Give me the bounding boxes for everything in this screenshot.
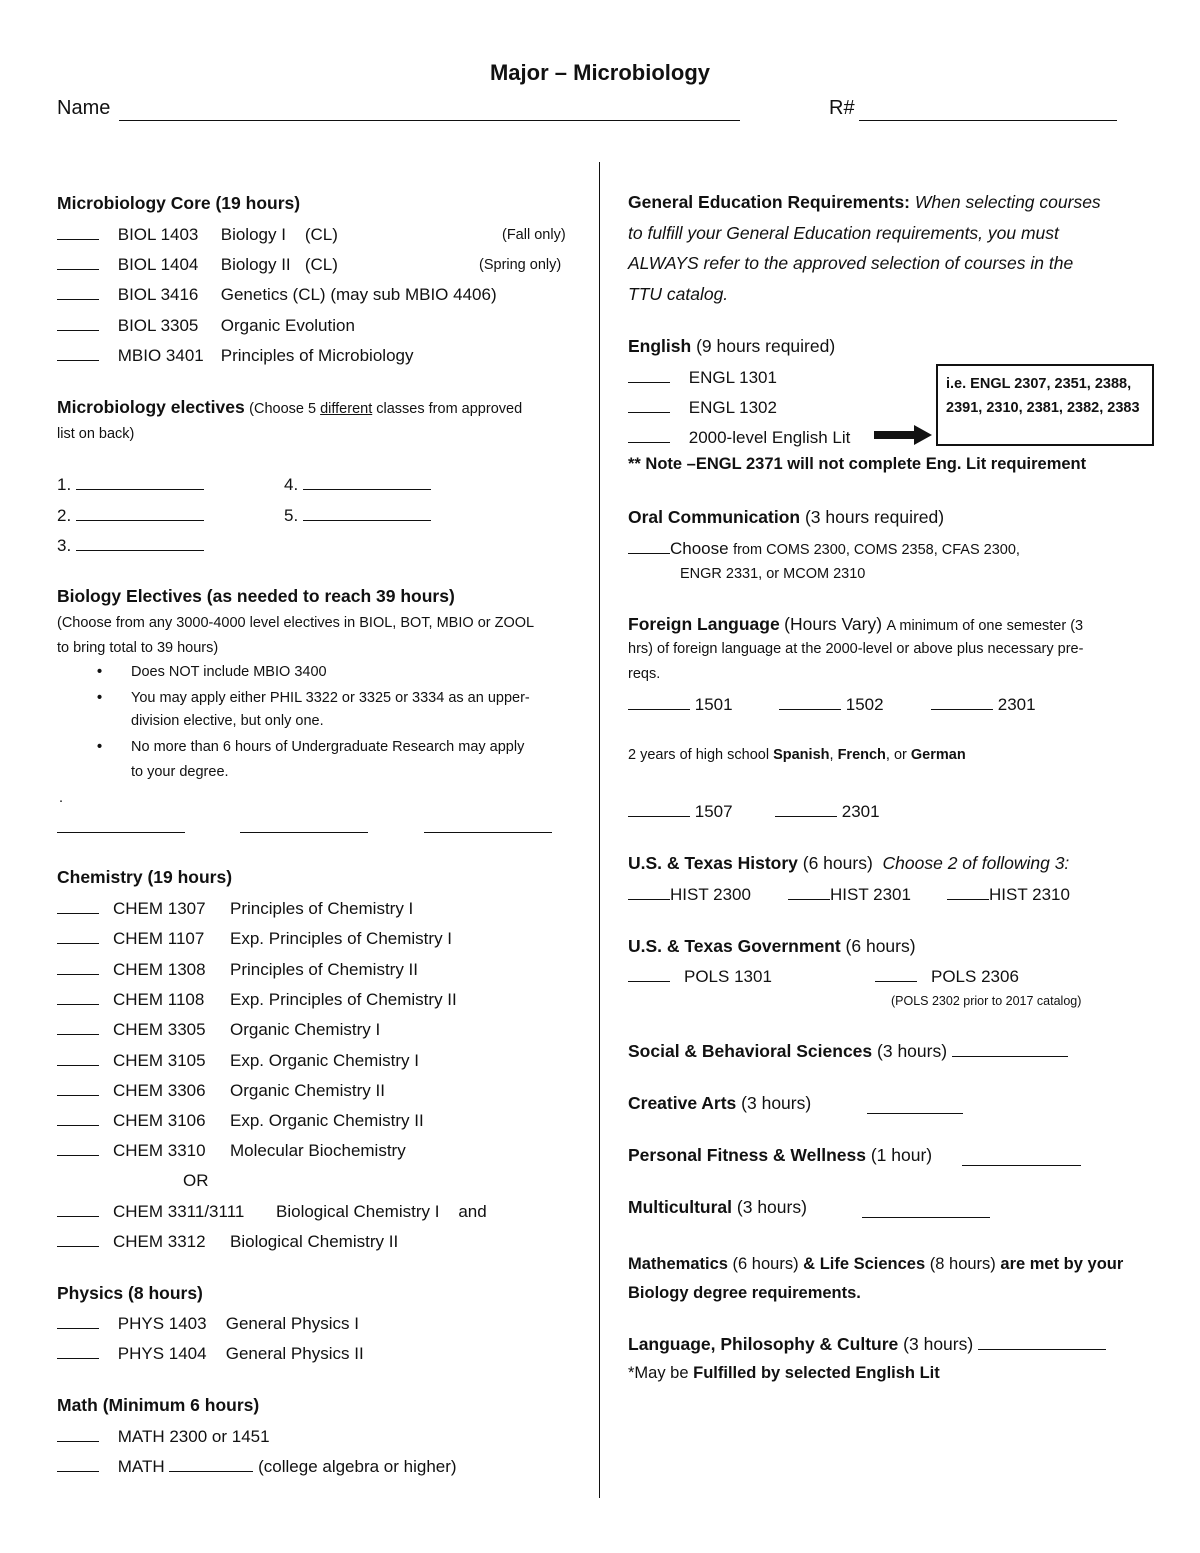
stray-mark: . xyxy=(59,790,64,806)
micro-electives-heading: Microbiology electives (Choose 5 different classes from approved xyxy=(57,397,523,417)
check-blank[interactable] xyxy=(628,397,670,413)
column-divider xyxy=(599,162,600,1498)
fall-only-note: (Fall only) xyxy=(502,227,566,243)
english-row: 2000-level English Lit xyxy=(628,427,850,448)
chemistry-row: CHEM 1308 Principles of Chemistry II xyxy=(57,959,418,980)
government-course: POLS 2306 xyxy=(875,966,1019,987)
check-blank[interactable] xyxy=(57,284,99,300)
check-blank[interactable] xyxy=(57,1456,99,1472)
check-blank[interactable] xyxy=(57,254,99,270)
bullet-item-cont: to your degree. xyxy=(131,764,229,780)
check-blank[interactable] xyxy=(57,928,99,944)
check-blank[interactable] xyxy=(628,427,670,443)
social-blank[interactable] xyxy=(952,1041,1068,1057)
math-heading: Math (Minimum 6 hours) xyxy=(57,1395,260,1415)
bio-electives-heading: Biology Electives (as needed to reach 39 hours) xyxy=(57,586,455,606)
name-field[interactable] xyxy=(119,120,740,121)
math-life-note: Biology degree requirements. xyxy=(628,1284,861,1302)
check-blank[interactable] xyxy=(628,538,670,554)
check-blank[interactable] xyxy=(775,801,837,817)
bio-elective-blank[interactable] xyxy=(57,832,185,833)
check-blank[interactable] xyxy=(931,694,993,710)
bullet-item: • Does NOT include MBIO 3400 xyxy=(97,664,327,680)
chemistry-row: CHEM 3311/3111 Biological Chemistry I and xyxy=(57,1201,487,1222)
elective-slot[interactable]: 3. xyxy=(57,535,204,556)
history-heading: U.S. & Texas History (6 hours) Choose 2 of following 3: xyxy=(628,853,1070,873)
government-note: (POLS 2302 prior to 2017 catalog) xyxy=(891,994,1082,1008)
government-course: POLS 1301 xyxy=(628,966,772,987)
chemistry-row: CHEM 3305 Organic Chemistry I xyxy=(57,1019,380,1040)
spring-only-note: (Spring only) xyxy=(479,257,562,273)
creative-blank[interactable] xyxy=(867,1113,963,1114)
arrow-right-icon xyxy=(874,425,932,450)
bio-elective-blank[interactable] xyxy=(240,832,368,833)
chemistry-row: CHEM 1307 Principles of Chemistry I xyxy=(57,898,413,919)
check-blank[interactable] xyxy=(57,1231,99,1247)
r-number-field[interactable] xyxy=(859,120,1117,121)
core-heading: Microbiology Core (19 hours) xyxy=(57,193,301,213)
math-life-note: Mathematics (6 hours) & Life Sciences (8 hours) are met by your xyxy=(628,1255,1124,1273)
elective-slot[interactable]: 1. xyxy=(57,474,204,495)
history-course: HIST 2300 xyxy=(628,884,751,905)
elective-slot[interactable]: 2. xyxy=(57,505,204,526)
check-blank[interactable] xyxy=(779,694,841,710)
check-blank[interactable] xyxy=(57,1019,99,1035)
core-row: BIOL 3305 Organic Evolution xyxy=(57,315,355,336)
micro-electives-note: list on back) xyxy=(57,426,135,442)
core-row: BIOL 3416 Genetics (CL) (may sub MBIO 4406) xyxy=(57,284,497,305)
oral-row: Choose from COMS 2300, COMS 2358, CFAS 2300, xyxy=(628,538,1020,559)
chemistry-heading: Chemistry (19 hours) xyxy=(57,867,233,887)
bullet-item-cont: division elective, but only one. xyxy=(131,713,324,729)
math-course-blank[interactable] xyxy=(169,1456,253,1472)
multicultural-blank[interactable] xyxy=(862,1217,990,1218)
check-blank[interactable] xyxy=(57,1426,99,1442)
lpc-heading: Language, Philosophy & Culture (3 hours) xyxy=(628,1334,1106,1355)
chemistry-row: CHEM 3106 Exp. Organic Chemistry II xyxy=(57,1110,424,1131)
chemistry-row: CHEM 3312 Biological Chemistry II xyxy=(57,1231,398,1252)
chemistry-row: CHEM 3105 Exp. Organic Chemistry I xyxy=(57,1050,419,1071)
check-blank[interactable] xyxy=(628,694,690,710)
elective-slot[interactable]: 4. xyxy=(284,474,431,495)
foreign-text: hrs) of foreign language at the 2000-level or above plus necessary pre- xyxy=(628,641,1084,657)
check-blank[interactable] xyxy=(57,1080,99,1096)
check-blank[interactable] xyxy=(57,1140,99,1156)
check-blank[interactable] xyxy=(57,1050,99,1066)
elective-slot[interactable]: 5. xyxy=(284,505,431,526)
math-row: MATH (college algebra or higher) xyxy=(57,1456,457,1477)
foreign-text: reqs. xyxy=(628,666,661,682)
check-blank[interactable] xyxy=(788,884,830,900)
check-blank[interactable] xyxy=(628,966,670,982)
check-blank[interactable] xyxy=(57,989,99,1005)
social-heading: Social & Behavioral Sciences (3 hours) xyxy=(628,1041,1068,1062)
check-blank[interactable] xyxy=(57,224,99,240)
check-blank[interactable] xyxy=(57,898,99,914)
or-label: OR xyxy=(183,1171,209,1190)
government-heading: U.S. & Texas Government (6 hours) xyxy=(628,936,916,956)
foreign-heading: Foreign Language (Hours Vary) A minimum of one semester (3 xyxy=(628,614,1084,634)
high-school-note: 2 years of high school Spanish, French, or German xyxy=(628,747,966,763)
english-row: ENGL 1302 xyxy=(628,397,777,418)
check-blank[interactable] xyxy=(628,367,670,383)
lpc-blank[interactable] xyxy=(978,1334,1106,1350)
english-note: ** Note –ENGL 2371 will not complete Eng. Lit requirement xyxy=(628,455,1087,473)
check-blank[interactable] xyxy=(57,1313,99,1329)
math-row: MATH 2300 or 1451 xyxy=(57,1426,270,1447)
english-lit-examples-box: i.e. ENGL 2307, 2351, 2388, 2391, 2310, 2381, 2382, 2383 xyxy=(936,364,1154,446)
name-label: Name xyxy=(57,97,111,119)
foreign-course: 2301 xyxy=(775,801,880,822)
oral-text: ENGR 2331, or MCOM 2310 xyxy=(680,566,866,582)
check-blank[interactable] xyxy=(57,959,99,975)
check-blank[interactable] xyxy=(57,315,99,331)
multicultural-heading: Multicultural (3 hours) xyxy=(628,1197,807,1217)
bio-electives-note: to bring total to 39 hours) xyxy=(57,640,219,656)
gen-ed-text: TTU catalog. xyxy=(628,284,729,304)
history-course: HIST 2301 xyxy=(788,884,911,905)
foreign-course: 1501 xyxy=(628,694,733,715)
bio-electives-note: (Choose from any 3000-4000 level electives in BIOL, BOT, MBIO or ZOOL xyxy=(57,615,535,631)
core-row: BIOL 1404 Biology II (CL) xyxy=(57,254,338,275)
gen-ed-text: to fulfill your General Education requirements, you must xyxy=(628,223,1059,243)
chemistry-row: CHEM 1107 Exp. Principles of Chemistry I xyxy=(57,928,452,949)
english-heading: English (9 hours required) xyxy=(628,336,836,356)
physics-row: PHYS 1404 General Physics II xyxy=(57,1343,364,1364)
check-blank[interactable] xyxy=(57,1343,99,1359)
check-blank[interactable] xyxy=(628,801,690,817)
gen-ed-heading: General Education Requirements: When selecting courses xyxy=(628,192,1101,212)
creative-heading: Creative Arts (3 hours) xyxy=(628,1093,812,1113)
chemistry-row: CHEM 1108 Exp. Principles of Chemistry II xyxy=(57,989,457,1010)
bullet-item: • You may apply either PHIL 3322 or 3325 or 3334 as an upper- xyxy=(97,690,530,706)
chemistry-row: CHEM 3306 Organic Chemistry II xyxy=(57,1080,385,1101)
chemistry-row: CHEM 3310 Molecular Biochemistry xyxy=(57,1140,406,1161)
fitness-heading: Personal Fitness & Wellness (1 hour) xyxy=(628,1145,933,1165)
bullet-item: • No more than 6 hours of Undergraduate Research may apply xyxy=(97,739,525,755)
physics-heading: Physics (8 hours) xyxy=(57,1283,203,1303)
foreign-course: 1502 xyxy=(779,694,884,715)
check-blank[interactable] xyxy=(875,966,917,982)
physics-row: PHYS 1403 General Physics I xyxy=(57,1313,359,1334)
check-blank[interactable] xyxy=(57,1201,99,1217)
core-row: BIOL 1403 Biology I (CL) xyxy=(57,224,338,245)
fitness-blank[interactable] xyxy=(962,1165,1081,1166)
core-row: MBIO 3401 Principles of Microbiology xyxy=(57,345,413,366)
r-number-label: R# xyxy=(829,97,855,119)
check-blank[interactable] xyxy=(57,1110,99,1126)
foreign-course: 1507 xyxy=(628,801,733,822)
check-blank[interactable] xyxy=(628,884,670,900)
english-row: ENGL 1301 xyxy=(628,367,777,388)
page-title: Major – Microbiology xyxy=(489,60,711,85)
history-course: HIST 2310 xyxy=(947,884,1070,905)
lpc-note: *May be Fulfilled by selected English Lit xyxy=(628,1364,940,1382)
gen-ed-text: ALWAYS refer to the approved selection of courses in the xyxy=(628,253,1074,273)
oral-heading: Oral Communication (3 hours required) xyxy=(628,507,945,527)
bio-elective-blank[interactable] xyxy=(424,832,552,833)
check-blank[interactable] xyxy=(947,884,989,900)
check-blank[interactable] xyxy=(57,345,99,361)
foreign-course: 2301 xyxy=(931,694,1036,715)
